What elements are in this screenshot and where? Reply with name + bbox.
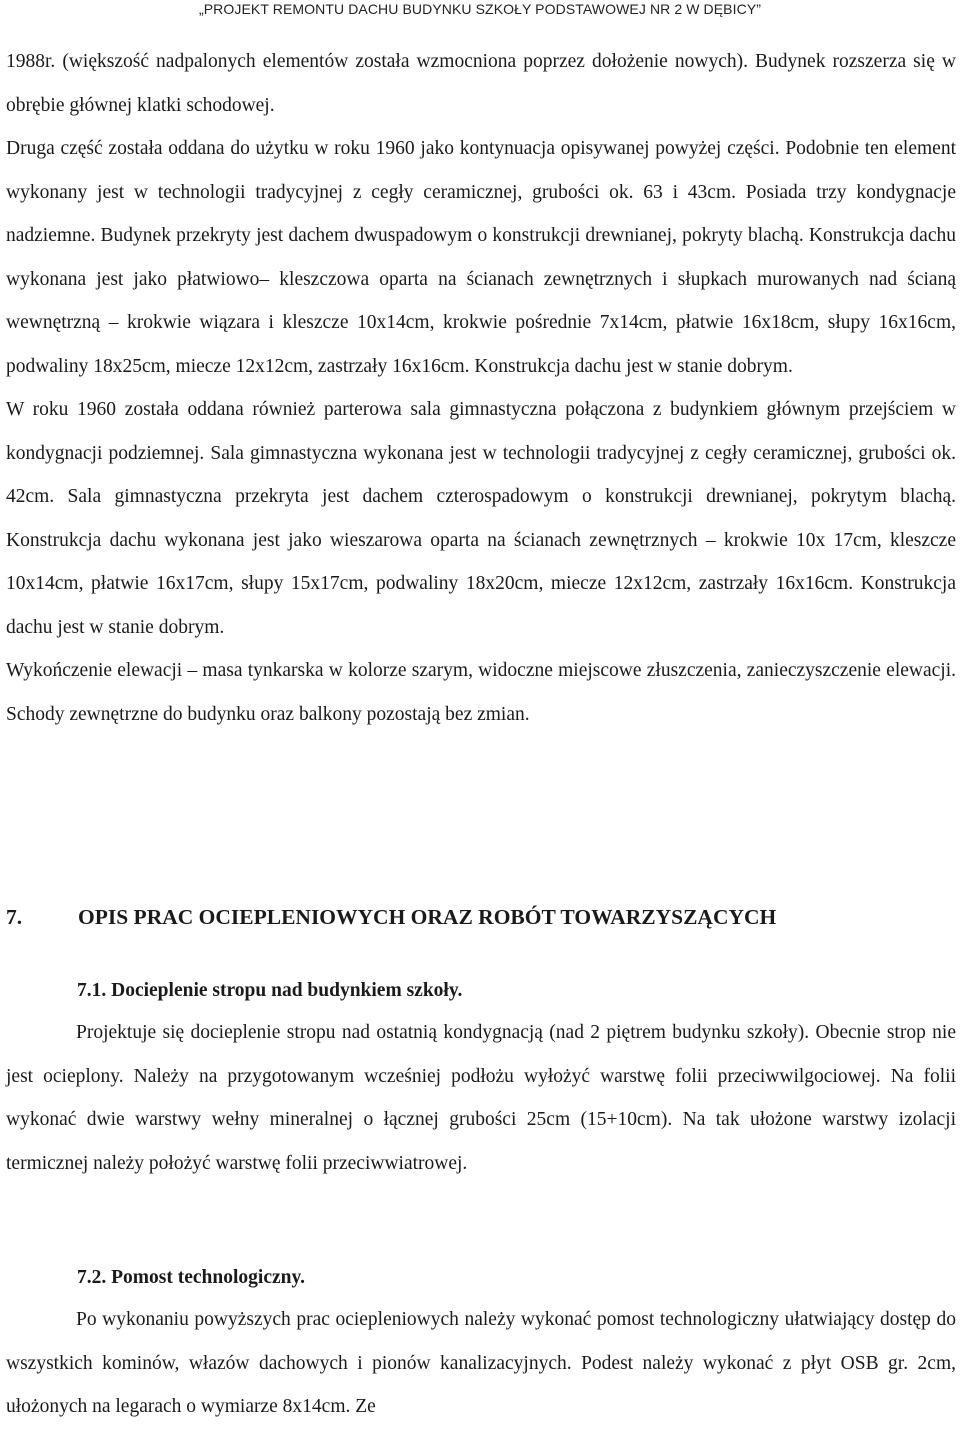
paragraph-gym-hall: W roku 1960 została oddana również parterowa sala gimnastyczna połączona z budynkiem głównym przejściem w kondygnacji podziemnej. Sala gimnastyczna wykonana jest w technologii tradycyjnej z cegły ceramicznej, grubości ok. 42cm. Sala gimnastyczna przekryta jest dachem czterospadowym o konstrukcji drewnianej, pokrytym blachą. Konstrukcja dachu wykonana jest jako wieszarowa oparta na ścianach zewnętrznych – krokwie 10x 17cm, kleszcze 10x14cm, płatwie 16x17cm, słupy 15x17cm, podwaliny 18x20cm, miecze 12x12cm, zastrzały 16x16cm. Konstrukcja dachu jest w stanie dobrym. — [6, 399, 956, 638]
paragraph-ceiling-insulation: Projektuje się docieplenie stropu nad ostatnią kondygnacją (nad 2 piętrem budynku szkoły). Obecnie strop nie jest ocieplony. Należy na przygotowanym wcześniej podłożu wyłożyć warstwę folii przeciwwilgociowej. Na folii wykonać dwie warstwy wełny mineralnej o łącznej grubości 25cm (15+10cm). Na tak ułożone warstwy izolacji termicznej należy położyć warstwę folii przeciwwiatrowej. — [6, 1022, 956, 1174]
section-7-number: 7. — [6, 905, 23, 929]
running-header: „PROJEKT REMONTU DACHU BUDYNKU SZKOŁY PODSTAWOWEJ NR 2 W DĘBICY” — [198, 1, 762, 17]
paragraph-second-part: Druga część została oddana do użytku w roku 1960 jako kontynuacja opisywanej powyżej części. Podobnie ten element wykonany jest w technologii tradycyjnej z cegły ceramicznej, grubości ok. 63 i 43cm. Posiada trzy kondygnacje nadziemne. Budynek przekryty jest dachem dwuspadowym o konstrukcji drewnianej, pokryty blachą. Konstrukcja dachu wykonana jest jako płatwiowo– kleszczowa oparta na ścianach zewnętrznych i słupkach murowanych nad ścianą wewnętrzną – krokwie wiązara i kleszcze 10x14cm, krokwie pośrednie 7x14cm, płatwie 16x18cm, słupy 16x16cm, podwaliny 18x25cm, miecze 12x12cm, zastrzały 16x16cm. Konstrukcja dachu jest w stanie dobrym. — [6, 138, 956, 377]
intro-text — [6, 40, 956, 736]
paragraph-technical-platform: Po wykonaniu powyższych prac ociepleniowych należy wykonać pomost technologiczny ułatwiający dostęp do wszystkich kominów, włazów dachowych i pionów kanalizacyjnych. Podest należy wykonać z płyt OSB gr. 2cm, ułożonych na legarach o wymiarze 8x14cm. Ze — [6, 1309, 956, 1417]
paragraph-1988-continuation: 1988r. (większość nadpalonych elementów została wzmocniona poprzez dołożenie nowych). Budynek rozszerza się w obrębie głównej klatki schodowej. — [6, 51, 956, 116]
section-7-heading — [6, 895, 956, 939]
section-7-2-body — [6, 1298, 956, 1429]
paragraph-facade: Wykończenie elewacji – masa tynkarska w kolorze szarym, widoczne miejscowe złuszczenia, zanieczyszczenie elewacji. Schody zewnętrzne do budynku oraz balkony pozostają bez zmian. — [6, 660, 956, 725]
section-7-1-heading: 7.1. Docieplenie stropu nad budynkiem szkoły. — [77, 980, 463, 1001]
section-7-1-body — [6, 1011, 956, 1185]
section-7-2-heading: 7.2. Pomost technologiczny. — [77, 1267, 306, 1288]
section-7-title: OPIS PRAC OCIEPLENIOWYCH ORAZ ROBÓT TOWARZYSZĄCYCH — [78, 905, 777, 929]
